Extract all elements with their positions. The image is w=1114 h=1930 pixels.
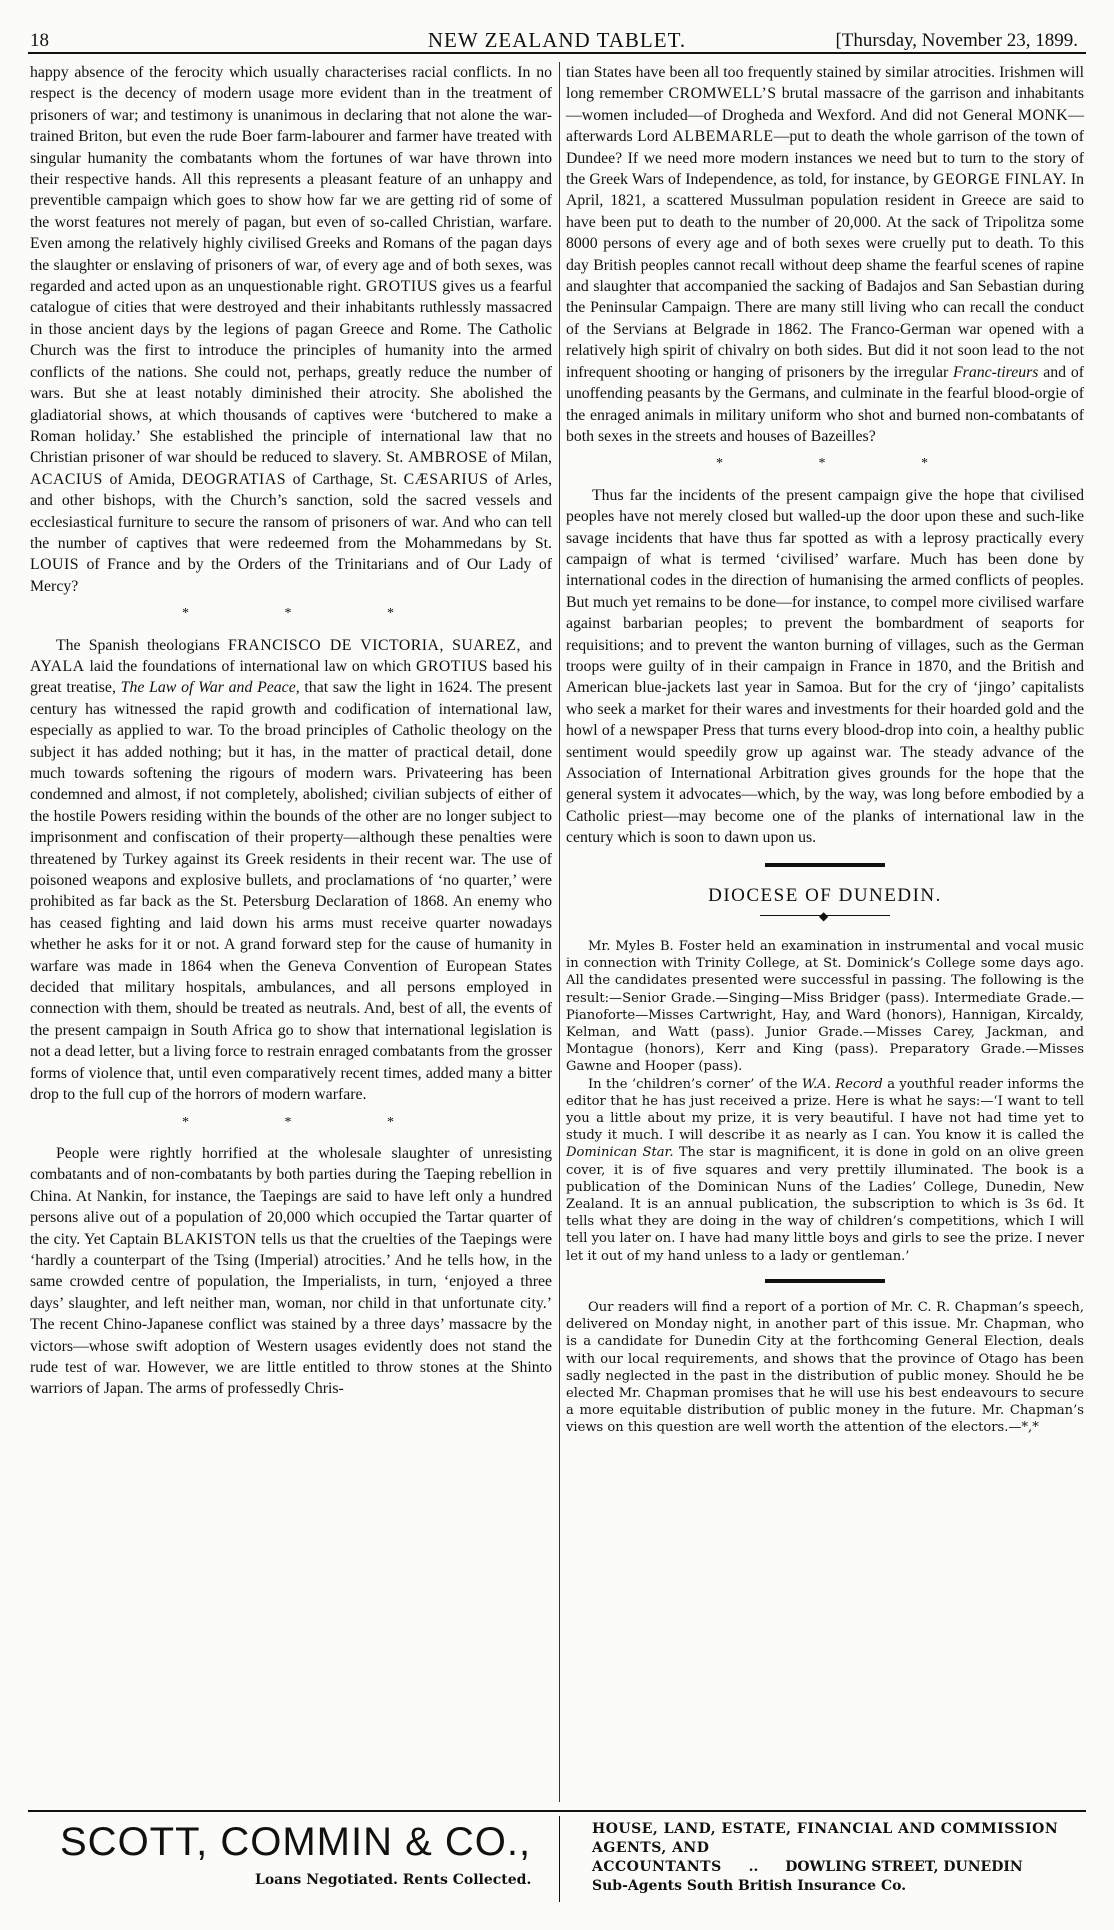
footer-rule bbox=[28, 1810, 1086, 1812]
header-rule bbox=[28, 52, 1086, 54]
section-stars: * * * bbox=[182, 1114, 440, 1130]
advert-line: ACCOUNTANTS .. DOWLING STREET, DUNEDIN bbox=[592, 1859, 1023, 1875]
advert-company-name: SCOTT, COMMIN & CO., bbox=[60, 1820, 532, 1864]
section-stars: * * * bbox=[182, 606, 440, 622]
masthead-title: NEW ZEALAND TABLET. bbox=[427, 28, 687, 52]
paragraph: People were rightly horrified at the wholesale slaughter of unresisting combatants and of non-combatants by both parties during the Taeping rebellion in China. At Nankin, for instance, the Taepings are said to have left only a hundred persons alive out of a population of 20,000 which occupied the Tartar quarter of the city. Yet Captain BLAKISTON tells us that the cruelties of the Taepings were ‘hardly a counterpart of the Tsing (Imperial) atrocities.’ And he tells how, in the same crowded centre of population, the Imperialists, in turn, ‘enjoyed a three days’ slaughter, and left neither man, woman, nor child in that unfortunate city.’ The recent Chino-Japanese conflict was stained by a three days’ massacre by the victors—whose swift adoption of Western usages evidently does not stand the rude test of war. However, we are little entitled to throw stones at the Shinto warriors of Japan. The arms of professedly Chris- bbox=[30, 1144, 552, 1398]
advert-divider bbox=[559, 1816, 560, 1902]
advert-line: HOUSE, LAND, ESTATE, FINANCIAL AND COMMISSION AGENTS, AND bbox=[592, 1821, 1059, 1856]
advert-subtitle: Loans Negotiated. Rents Collected. bbox=[255, 1872, 532, 1888]
paragraph: Mr. Myles B. Foster held an examination in instrumental and vocal music in connection with Trinity College, at St. Dominick’s College some days ago. All the candidates presented were successful in passing. The following is the result:—Senior Grade.—Singing—Miss Bridger (pass). Intermediate Grade.—Pianoforte—Misses Cartwright, Hay, and Ward (honors), Hannigan, Kircaldy, Kelman, and Watt (pass). Junior Grade.—Misses Carey, Jackman, and Montague (honors), Kerr and King (pass). Preparatory Grade.—Misses Gawne and Hooper (pass). bbox=[566, 939, 1084, 1075]
section-rule bbox=[765, 1279, 885, 1283]
issue-date: [Thursday, November 23, 1899. bbox=[835, 30, 1078, 51]
section-stars: * * * bbox=[716, 456, 974, 472]
diocese-heading: DIOCESE OF DUNEDIN. bbox=[708, 884, 942, 906]
paragraph: happy absence of the ferocity which usually characterises racial conflicts. In no respect is the decency of modern usage more evident than in the treatment of prisoners of war; and testimony is unanimous in declaring that not alone the war-trained Briton, but even the rude Boer farm-labourer and farmer have treated with singular humanity the combatants whom the fortunes of war have thrown into their respective hands. All this represents a pleasant feature of an unhappy and preventible campaign which goes to show how far we are getting rid of some of the worst features not merely of pagan, but even of so-called Christian, warfare. Even among the relatively highly civilised Greeks and Romans of the pagan days the slaughter or enslaving of prisoners of war, of every age and of both sexes, was regarded and acted upon as an unquestionable right. GROTIUS gives us a fearful catalogue of cities that were destroyed and their inhabitants ruthlessly massacred in those ancient days by the legions of pagan Greece and Rome. The Catholic Church was the first to introduce the principles of humanity into the armed conflicts of the nations. She could not, perhaps, greatly reduce the number of wars. But she at least notably diminished their atrocity. She abolished the gladiatorial shows, at which thousands of captives were ‘butchered to make a Roman holiday.’ She established the principle of international law that no Christian prisoner of war should be reduced to slavery. St. AMBROSE of Milan, ACACIUS of Amida, DEOGRATIAS of Carthage, St. CÆSARIUS of Arles, and other bishops, with the Church’s sanction, sold the sacred vessels and ecclesiastical furniture to secure the ransom of prisoners of war. And who can tell the number of captives that were redeemed from the Mohammedans by St. LOUIS of France and by the Orders of the Trinitarians and of Our Lady of Mercy? bbox=[30, 64, 553, 595]
paragraph: Thus far the incidents of the present campaign give the hope that civilised peoples have not merely closed but walled-up the door upon these and such-like savage incidents that have thus far spotted as with a leprosy practically every campaign of what is termed ‘civilised’ warfare. Much has been done by international codes in the direction of humanising the armed conflicts of peoples. But much yet remains to be done—for instance, to compel more civilised warfare against barbarian peoples; to prevent the bombardment of seaports for requisitions; and to prevent the wanton burning of villages, such as the German troops were guilty of in their campaign in France in 1870, and the British and American blue-jackets last year in Samoa. But for the cry of ‘jingo’ capitalists who seek a market for their wares and investments for their hoarded gold and the howl of a newspaper Press that turns every blood-drop into coin, a healthy public sentiment would speedily grow up against war. The steady advance of the Association of International Arbitration gives grounds for the hope that the general system it advocates—which, by the way, was long before embodied by a Catholic priest—may become one of the planks of international law in the century which is soon to dawn upon us. bbox=[566, 486, 1084, 847]
diamond-rule bbox=[760, 910, 890, 922]
right-column bbox=[566, 62, 1084, 1437]
diamond-icon: ◆ bbox=[819, 909, 829, 924]
page-number: 18 bbox=[30, 30, 49, 51]
diocese-news bbox=[566, 938, 1084, 1436]
paragraph: Our readers will find a report of a portion of Mr. C. R. Chapman’s speech, delivered on Monday night, in another part of this issue. Mr. Chapman, who is a candidate for Dunedin City at the forthcoming General Election, deals with our local requirements, and shows that the province of Otago has been sadly neglected in the past in the distribution of public money. Should he be elected Mr. Chapman promises that he will use his best endeavours to secure a more equitable distribution of public money in the future. Mr. Chapman’s views on this question are well worth the attention of the electors.—*,* bbox=[566, 1299, 1084, 1436]
name-grotius: GROTIUS bbox=[365, 278, 438, 296]
paragraph: tian States have been all too frequently stained by similar atrocities. Irishmen will long remember CROMWELL’S brutal massacre of the garrison and inhabitants—women included—of Drogheda and Wexford. And did not General MONK—afterwards Lord ALBEMARLE—put to death the whole garrison of the town of Dundee? If we need more modern instances we need but to turn to the story of the Greek Wars of Independence, as told, for instance, by GEORGE FINLAY. In April, 1821, a scattered Mussulman population resident in Greece are said to have been put to death to the number of 20,000. At the sack of Tripolitza some 8000 persons of every age and of both sexes were cruelly put to death. To this day British peoples cannot recall without deep shame the fearful scenes of rapine and slaughter that accompanied the sacking of Badajos and San Sebastian during the Peninsular Campaign. There are many still living who can recall the conduct of the Servians at Belgrade in 1862. The Franco-German war opened with a relatively high spirit of chivalry on both sides. But did it not soon lead to the not infrequent shooting or hanging of prisoners by the irregular Franc-tireurs and of unoffending peasants by the Germans, and culminate in the fearful blood-orgie of the enraged animals in military uniform who shot and burned non-combatants of both sexes in the streets and houses of Bazeilles? bbox=[566, 64, 1085, 445]
left-column bbox=[30, 62, 552, 1400]
column-divider bbox=[559, 62, 560, 1802]
signature-asterisks: *,* bbox=[1021, 1420, 1039, 1436]
advert-line: Sub-Agents South British Insurance Co. bbox=[592, 1878, 907, 1894]
paragraph: In the ‘children’s corner’ of the W.A. Record a youthful reader informs the editor that he has just received a prize. Here is what he says:—‘I want to tell you a little about my prize, it is very beautiful. I have not had time yet to study it much. I will describe it as nearly as I can. You know it is called the Dominican Star. The star is magnificent, it is done in gold on an olive green cover, it is of five squares and very prettily illuminated. The book is a publication of the Dominican Nuns of the Ladies’ College, Dunedin, New Zealand. It is an annual publication, the subscription to which is 3s 6d. It tells what they are doing in the way of children’s competitions, which I will tell you later on. I have had many little boys and girls to see the prize. I never let it out of my hand unless to a lady or gentleman.’ bbox=[566, 1076, 1084, 1264]
section-rule bbox=[765, 863, 885, 867]
paragraph: The Spanish theologians FRANCISCO DE VICTORIA, SUAREZ, and AYALA laid the foundations of international law on which GROTIUS based his great treatise, The Law of War and Peace, that saw the light in 1624. The present century has witnessed the rapid growth and codification of international law, especially as applied to war. To the broad principles of Catholic theology on the subject it has added nothing; but it has, in the matter of practical detail, done much towards softening the rigours of modern wars. Privateering has been condemned and almost, if not completely, abolished; civilian subjects of either of the hostile Powers residing within the bounds of the other are no longer subject to imprisonment and confiscation of their property—although these penalties were threatened by Turkey against its Greek residents in their recent war. The use of poisoned weapons and explosive bullets, and proclamations of ‘no quarter,’ were prohibited as far back as the St. Petersburg Declaration of 1868. An enemy who has ceased fighting and laid down his arms must receive quarter nowadays whether he asks for it or not. A grand forward step for the cause of humanity in warfare was made in 1864 when the Geneva Convention of European States decided that military hospitals, ambulances, and all persons employed in connection with them, should be treated as neutrals. And, best of all, the events of the present campaign in South Africa go to show that international legislation is not a dead letter, but a living force to restrain enraged combatants from the grosser forms of violence that, until even comparatively recent times, added many a bitter drop to the full cup of the horrors of modern warfare. bbox=[30, 636, 552, 1104]
advert-details bbox=[592, 1820, 1082, 1896]
